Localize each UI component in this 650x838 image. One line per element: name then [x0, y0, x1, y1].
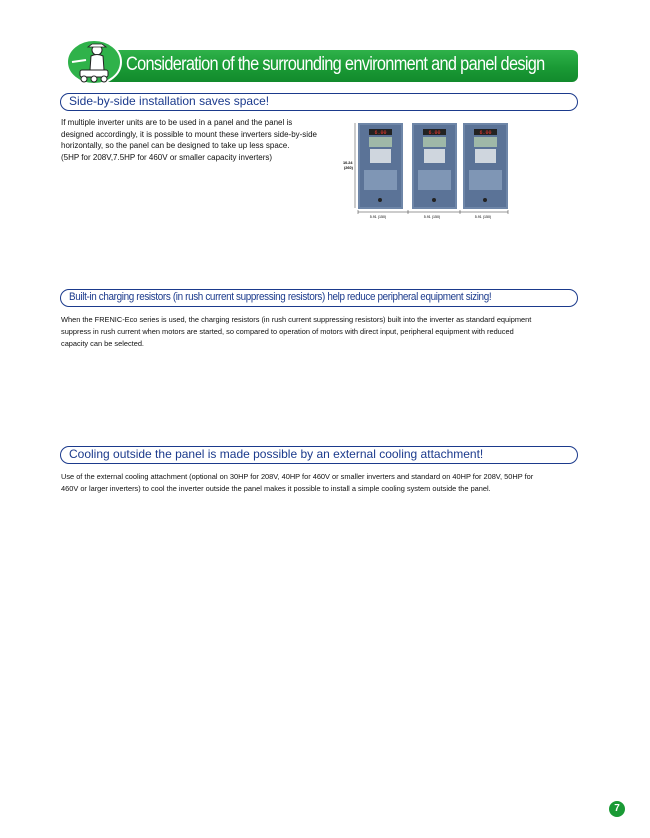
height-dimension-label: 10.24: [343, 161, 353, 165]
width-dimension-label: 5.91 (150): [369, 215, 387, 219]
width-dimension-label: 5.91 (150): [474, 215, 492, 219]
text-line: If multiple inverter units are to be used in a panel and the panel is: [61, 118, 293, 127]
page-number-badge: 7: [609, 801, 625, 817]
display-readout: 6.00: [374, 130, 387, 136]
section-title-external-cooling: Cooling outside the panel is made possible by an external cooling attachment!: [69, 447, 484, 461]
section-title-charging-resistors: Built-in charging resistors (in rush current suppressing resistors) help reduce peripheral equipment sizing!: [69, 291, 492, 303]
text-line: Use of the external cooling attachment (optional on 30HP for 208V, 40HP for 460V or smaller inverters and standard on 40HP for 208V, 50HP for: [61, 472, 534, 481]
page-title: Consideration of the surrounding environment and panel design: [126, 54, 545, 75]
section-body-charging-resistors: [61, 314, 601, 349]
inverter-illustration: [342, 120, 512, 220]
text-line: capacity can be selected.: [61, 338, 144, 348]
text-line: designed accordingly, it is possible to mount these inverters side-by-side: [61, 129, 317, 139]
text-line: When the FRENIC-Eco series is used, the charging resistors (in rush current suppressing resistors) built into the inverter as standard equipment: [61, 315, 532, 324]
text-line: horizontally, so the panel can be designed to take up less space.: [61, 141, 290, 150]
text-line: (5HP for 208V,7.5HP for 460V or smaller capacity inverters): [61, 152, 273, 162]
worker-with-tools-icon: [66, 38, 122, 86]
section-body-side-by-side: [61, 117, 336, 163]
display-readout: 6.00: [479, 130, 492, 136]
inverter-side-by-side-figure: [342, 120, 512, 220]
text-line: suppress in rush current when motors are started, so compared to operation of motors with direct input, peripheral equipment with reduced: [61, 326, 514, 336]
height-dimension-label-mm: (260): [344, 166, 353, 170]
width-dimension-label: 5.91 (150): [423, 215, 441, 219]
section-body-external-cooling: [61, 471, 601, 495]
text-line: 460V or larger inverters) to cool the inverter outside the panel makes it possible to install a simple cooling system outside the panel.: [61, 483, 491, 493]
section-title-side-by-side: Side-by-side installation saves space!: [69, 94, 270, 108]
display-readout: 6.00: [428, 130, 441, 136]
